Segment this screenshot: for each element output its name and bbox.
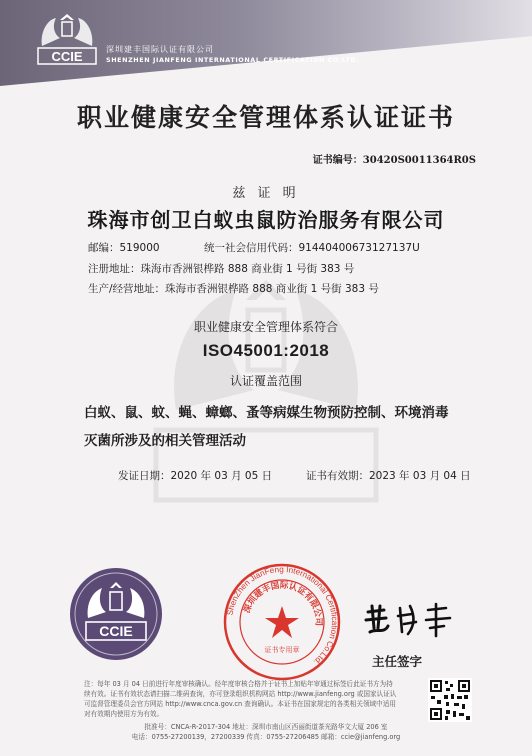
- standard-intro: 职业健康安全管理体系符合: [193, 320, 338, 334]
- org-name-cn: 深圳建丰国际认证有限公司: [106, 45, 214, 54]
- stamp-bottom-text: 证书专用章: [264, 646, 300, 654]
- registered-address-value: 珠海市香洲银桦路 888 商业街 1 号街 383 号: [140, 263, 355, 275]
- scope-line-1: 白蚁、鼠、蚊、蝇、蟑螂、蚤等病媒生物预防控制、环境消毒: [84, 405, 449, 421]
- qr-code-icon[interactable]: [428, 678, 472, 722]
- valid-until-label: 证书有效期：: [306, 470, 369, 482]
- standard-code: ISO45001:2018: [202, 341, 330, 360]
- footer-address: [0, 722, 532, 742]
- ccie-seal-icon: [68, 566, 164, 662]
- footer-note: [84, 679, 424, 719]
- operating-address-label: 生产/经营地址：: [88, 283, 166, 295]
- signer-title: 主任签字: [372, 654, 423, 669]
- scope-text: [84, 399, 464, 455]
- postcode-value: 519000: [119, 242, 160, 254]
- issue-date: [118, 468, 272, 483]
- registered-address-label: 注册地址：: [88, 263, 141, 275]
- credit-code-label: 统一社会信用代码：: [204, 242, 299, 254]
- hereby-certify: 兹 证 明: [232, 186, 300, 201]
- issue-date-label: 发证日期：: [118, 470, 171, 482]
- credit-code-value: 91440400673127137U: [298, 242, 420, 254]
- seal-logo-text: CCIE: [99, 623, 133, 639]
- postcode-row: [88, 240, 160, 255]
- handwritten-signature-icon: [362, 598, 458, 642]
- credit-code-row: [204, 240, 420, 255]
- scope-label: 认证覆盖范围: [229, 374, 302, 388]
- org-name-en: SHENZHEN JIANFENG INTERNATIONAL CERTIFICATION CO.LTD.: [106, 56, 360, 64]
- company-name: 珠海市创卫白蚁虫鼠防治服务有限公司: [87, 208, 445, 232]
- stamp-inner-text: 深圳建丰国际认证有限公司: [242, 580, 324, 627]
- logo-text: CCIE: [51, 49, 83, 64]
- certificate-title: 职业健康安全管理体系认证证书: [76, 103, 455, 132]
- ccie-logo-icon: [34, 12, 100, 68]
- valid-until-value: 2023 年 03 月 04 日: [369, 470, 471, 482]
- footer-note-line-3: 可监督管理委员会官方网站 http://www.cnca.gov.cn 查询确认。本证书在国家规定的各类相关领域中适用: [84, 700, 396, 708]
- operating-address-value: 珠海市香洲银桦路 888 商业街 1 号街 383 号: [165, 283, 379, 295]
- footer-address-line-2: 电话：0755-27200139，27200339 传真：0755-27206485 邮箱：ccie@jianfeng.org: [131, 733, 401, 741]
- footer-address-line-1: 批准号：CNCA-R-2017-304 地址：深圳市南山区西丽街道茶光路华文大厦 206 室: [144, 723, 388, 731]
- operating-address-row: [88, 281, 379, 296]
- certificate-number: [313, 151, 476, 166]
- postcode-label: 邮编：: [88, 242, 120, 254]
- scope-line-2: 灭菌所涉及的相关管理活动: [84, 433, 246, 449]
- issue-date-value: 2020 年 03 月 05 日: [170, 470, 273, 482]
- cert-number-value: 30420S0011364R0S: [362, 155, 476, 166]
- footer-note-line-2: 续有效。证书有效状态请扫描二维码查询，亦可登录组织机构网站 http://www.jianfeng.org 或国家认证认: [84, 690, 397, 698]
- stamp-ring-text: ShenZhen JianFeng International Certification Co.Ltd.: [225, 564, 340, 667]
- footer-note-line-4: 对有效期内使用方为有效。: [84, 710, 164, 718]
- registered-address-row: [88, 261, 354, 276]
- official-stamp-icon: [222, 562, 342, 682]
- footer-note-line-1: 注：每年 03 月 04 日前进行年度审核确认。经年度审核合格并于证书上加贴年审通过标签后此证书方为持: [84, 680, 393, 688]
- cert-number-label: 证书编号：: [312, 155, 363, 166]
- valid-until: [306, 468, 471, 483]
